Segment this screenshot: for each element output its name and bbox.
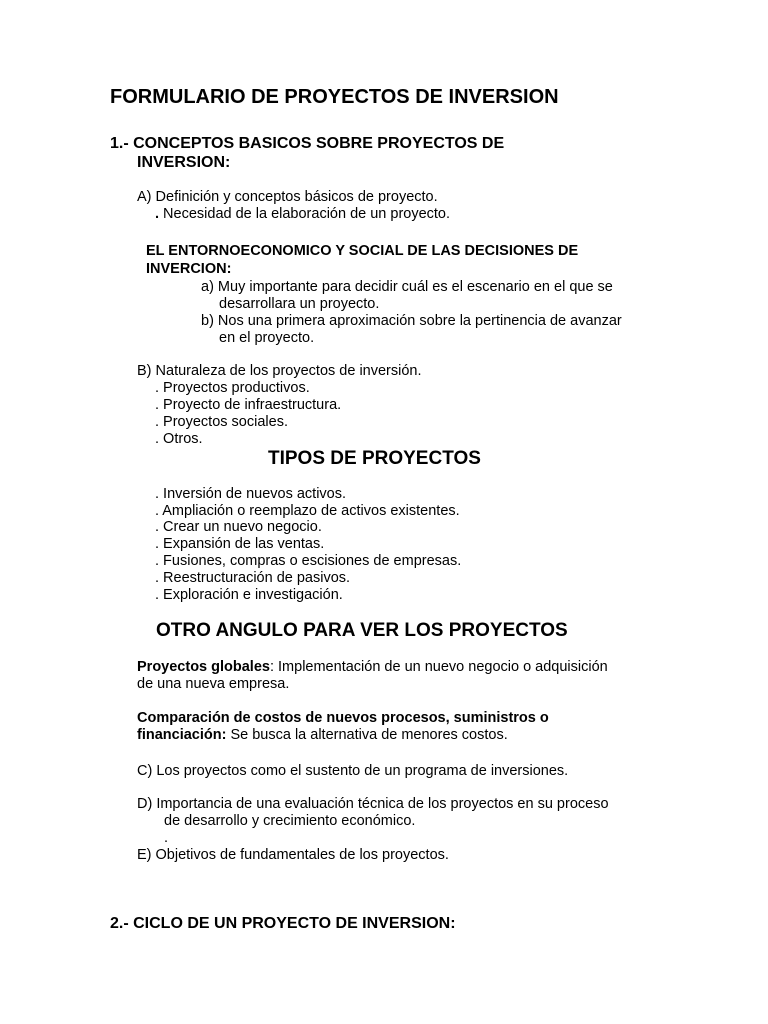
tipos-item: . Exploración e investigación.: [155, 587, 343, 603]
entorno-item-a-line1: a) Muy importante para decidir cuál es el escenario en el que se: [201, 279, 613, 295]
tipos-item: . Inversión de nuevos activos.: [155, 486, 347, 502]
item-d-dot: .: [164, 830, 169, 846]
proyectos-globales: [137, 659, 608, 675]
tipos-item: . Fusiones, compras o escisiones de empresas.: [155, 553, 462, 569]
proyectos-globales-label: Proyectos globales: [137, 659, 270, 675]
item-c: C) Los proyectos como el sustento de un programa de inversiones.: [137, 763, 569, 779]
item-a-sub-dot: .: [155, 206, 160, 222]
proyectos-globales-text: : Implementación de un nuevo negocio o adquisición: [269, 659, 608, 675]
item-b-bullet: . Proyecto de infraestructura.: [155, 397, 342, 413]
item-b-bullet: . Proyectos productivos.: [155, 380, 310, 396]
entorno-heading-line2: INVERCION:: [146, 261, 232, 277]
page-title: FORMULARIO DE PROYECTOS DE INVERSION: [110, 86, 559, 108]
item-b-bullet: . Proyectos sociales.: [155, 414, 288, 430]
item-a-sub-text: Necesidad de la elaboración de un proyecto.: [159, 206, 451, 222]
comparacion-label-line2: financiación:: [137, 727, 227, 743]
section-2-heading: 2.- CICLO DE UN PROYECTO DE INVERSION:: [110, 915, 456, 932]
entorno-item-a-line2: desarrollara un proyecto.: [219, 296, 380, 312]
otro-heading: OTRO ANGULO PARA VER LOS PROYECTOS: [156, 620, 568, 641]
tipos-heading: TIPOS DE PROYECTOS: [268, 448, 481, 469]
tipos-item: . Crear un nuevo negocio.: [155, 519, 322, 535]
item-a-sub: [155, 206, 450, 222]
tipos-item: . Reestructuración de pasivos.: [155, 570, 351, 586]
entorno-item-b-line2: en el proyecto.: [219, 330, 315, 346]
comparacion-text: Se busca la alternativa de menores costos.: [226, 727, 508, 743]
comparacion-label-line1: Comparación de costos de nuevos procesos, suministros o: [137, 710, 549, 726]
tipos-item: . Expansión de las ventas.: [155, 536, 325, 552]
section-1-heading-line1: 1.- CONCEPTOS BASICOS SOBRE PROYECTOS DE: [110, 135, 505, 152]
item-d-line1: D) Importancia de una evaluación técnica de los proyectos en su proceso: [137, 796, 609, 812]
comparacion-line2: [137, 727, 508, 743]
item-a: A) Definición y conceptos básicos de proyecto.: [137, 189, 438, 205]
item-b: B) Naturaleza de los proyectos de inversión.: [137, 363, 422, 379]
entorno-item-b-line1: b) Nos una primera aproximación sobre la pertinencia de avanzar: [201, 313, 622, 329]
tipos-item: . Ampliación o reemplazo de activos existentes.: [155, 503, 460, 519]
proyectos-globales-line2: de una nueva empresa.: [137, 676, 290, 692]
item-b-bullet: . Otros.: [155, 431, 203, 447]
section-1-heading-line2: INVERSION:: [137, 154, 231, 171]
item-d-line2: de desarrollo y crecimiento económico.: [164, 813, 416, 829]
entorno-heading-line1: EL ENTORNOECONOMICO Y SOCIAL DE LAS DECISIONES DE: [146, 243, 579, 259]
item-e: E) Objetivos de fundamentales de los proyectos.: [137, 847, 449, 863]
